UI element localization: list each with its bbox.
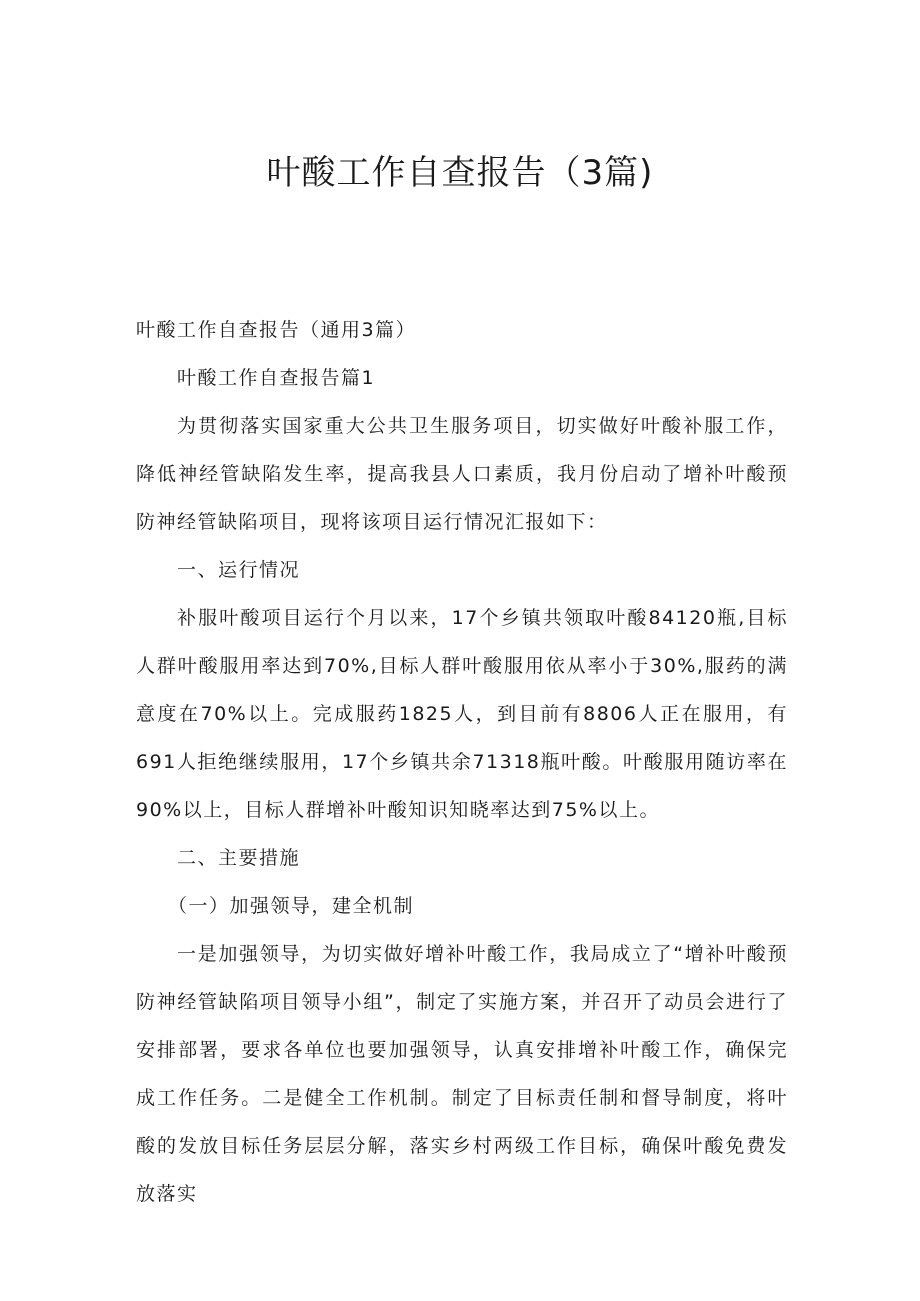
leadership-paragraph: 一是加强领导，为切实做好增补叶酸工作，我局成立了“增补叶酸预防神经管缺陷项目领导小组”，制定了实施方案，并召开了动员会进行了安排部署，要求各单位也要加强领导，认真安排增补叶酸工作，确保完成工作任务。二是健全工作机制。制定了目标责任制和督导制度，将叶酸的发放目标任务层层分解，落实乡村两级工作目标，确保叶酸免费发放落实 bbox=[136, 943, 788, 1205]
subheading-leadership: （一）加强领导，建全机制 bbox=[168, 895, 415, 917]
document-body bbox=[136, 306, 788, 1218]
section-heading-part-1: 叶酸工作自查报告篇1 bbox=[177, 367, 376, 389]
operation-status-paragraph: 补服叶酸项目运行个月以来，17个乡镇共领取叶酸84120瓶,目标人群叶酸服用率达到70%,目标人群叶酸服用依从率小于30%,服药的满意度在70%以上。完成服药1825人，到目前有8806人正在服用，有691人拒绝继续服用，17个乡镇共余71318瓶叶酸。叶酸服用随访率在90%以上，目标人群增补叶酸知识知晓率达到75%以上。 bbox=[136, 607, 788, 821]
document-title: 叶酸工作自查报告（3篇) bbox=[266, 153, 654, 193]
heading-operation-status: 一、运行情况 bbox=[177, 559, 301, 581]
intro-paragraph: 为贯彻落实国家重大公共卫生服务项目，切实做好叶酸补服工作，降低神经管缺陷发生率，提高我县人口素质，我月份启动了增补叶酸预防神经管缺陷项目，现将该项目运行情况汇报如下： bbox=[136, 415, 788, 533]
heading-main-measures: 二、主要措施 bbox=[177, 847, 301, 869]
document-subtitle: 叶酸工作自查报告（通用3篇） bbox=[136, 319, 417, 341]
